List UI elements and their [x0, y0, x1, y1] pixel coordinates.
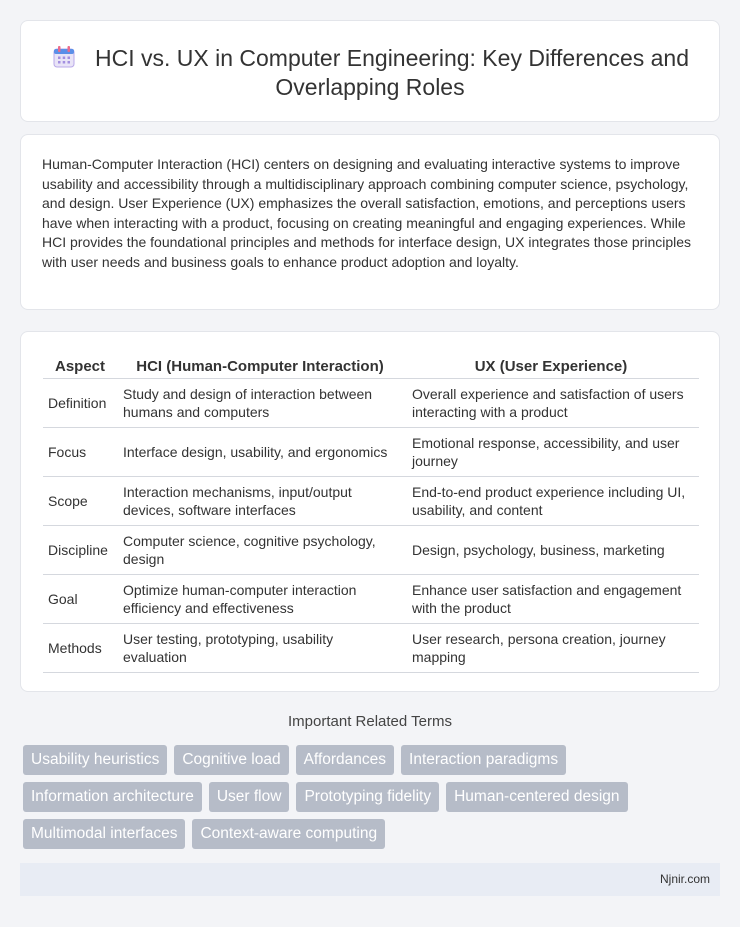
footer-brand-link[interactable]: Njnir.com [659, 872, 710, 886]
tag-row [23, 782, 713, 812]
table-cell-hci: Interaction mechanisms, input/output devices, software interfaces [117, 477, 403, 526]
term-tag[interactable]: Usability heuristics [23, 745, 167, 775]
table-row [43, 428, 699, 477]
table-cell-ux: Enhance user satisfaction and engagement with the product [403, 575, 699, 624]
term-tag[interactable]: Affordances [296, 745, 394, 775]
table-cell-aspect: Focus [43, 428, 117, 477]
table-cell-ux: User research, persona creation, journey mapping [403, 624, 699, 673]
table-cell-ux: End-to-end product experience including UI, usability, and content [403, 477, 699, 526]
footer [20, 863, 720, 896]
comparison-card [20, 331, 720, 692]
term-tag[interactable]: Multimodal interfaces [23, 819, 185, 849]
term-tag[interactable]: Human-centered design [446, 782, 627, 812]
term-tag[interactable]: User flow [209, 782, 290, 812]
table-header-row [43, 351, 699, 379]
table-cell-aspect: Methods [43, 624, 117, 673]
table-cell-ux: Emotional response, accessibility, and user journey [403, 428, 699, 477]
table-row [43, 624, 699, 673]
table-cell-ux: Design, psychology, business, marketing [403, 526, 699, 575]
calendar-icon [51, 44, 77, 70]
table-cell-hci: Computer science, cognitive psychology, design [117, 526, 403, 575]
table-cell-hci: User testing, prototyping, usability evaluation [117, 624, 403, 673]
header-aspect: Aspect [43, 351, 117, 379]
tag-row [23, 819, 713, 849]
related-terms-title: Important Related Terms [288, 713, 452, 730]
term-tag[interactable]: Information architecture [23, 782, 202, 812]
table-cell-hci: Interface design, usability, and ergonomics [117, 428, 403, 477]
header-ux: UX (User Experience) [403, 351, 699, 379]
table-row [43, 379, 699, 428]
table-cell-aspect: Scope [43, 477, 117, 526]
table-cell-ux: Overall experience and satisfaction of users interacting with a product [403, 379, 699, 428]
table-cell-aspect: Definition [43, 379, 117, 428]
table-cell-hci: Study and design of interaction between humans and computers [117, 379, 403, 428]
comparison-table [43, 351, 699, 673]
intro-card [20, 134, 720, 310]
table-cell-hci: Optimize human-computer interaction efficiency and effectiveness [117, 575, 403, 624]
related-terms-tags [23, 745, 713, 856]
term-tag[interactable]: Context-aware computing [192, 819, 385, 849]
table-row [43, 526, 699, 575]
page-title-container [21, 44, 719, 102]
term-tag[interactable]: Cognitive load [174, 745, 288, 775]
table-cell-aspect: Discipline [43, 526, 117, 575]
tag-row [23, 745, 713, 775]
table-row [43, 477, 699, 526]
table-row [43, 575, 699, 624]
header-hci: HCI (Human-Computer Interaction) [117, 351, 403, 379]
page-title: HCI vs. UX in Computer Engineering: Key Differences and Overlapping Roles [94, 45, 690, 100]
term-tag[interactable]: Prototyping fidelity [296, 782, 439, 812]
term-tag[interactable]: Interaction paradigms [401, 745, 566, 775]
intro-paragraph: Human-Computer Interaction (HCI) centers on designing and evaluating interactive systems to improve usability and accessibility through a multidisciplinary approach combining computer science, psychology, and design. User Experience (UX) emphasizes the overall satisfaction, emotions, and perceptions users have when interacting with a product, focusing on creating meaningful and engaging experiences. While HCI provides the foundational principles and methods for interface design, UX integrates those principles with user needs and business goals to enhance product adoption and loyalty. [42, 156, 692, 270]
title-card [20, 20, 720, 122]
table-cell-aspect: Goal [43, 575, 117, 624]
